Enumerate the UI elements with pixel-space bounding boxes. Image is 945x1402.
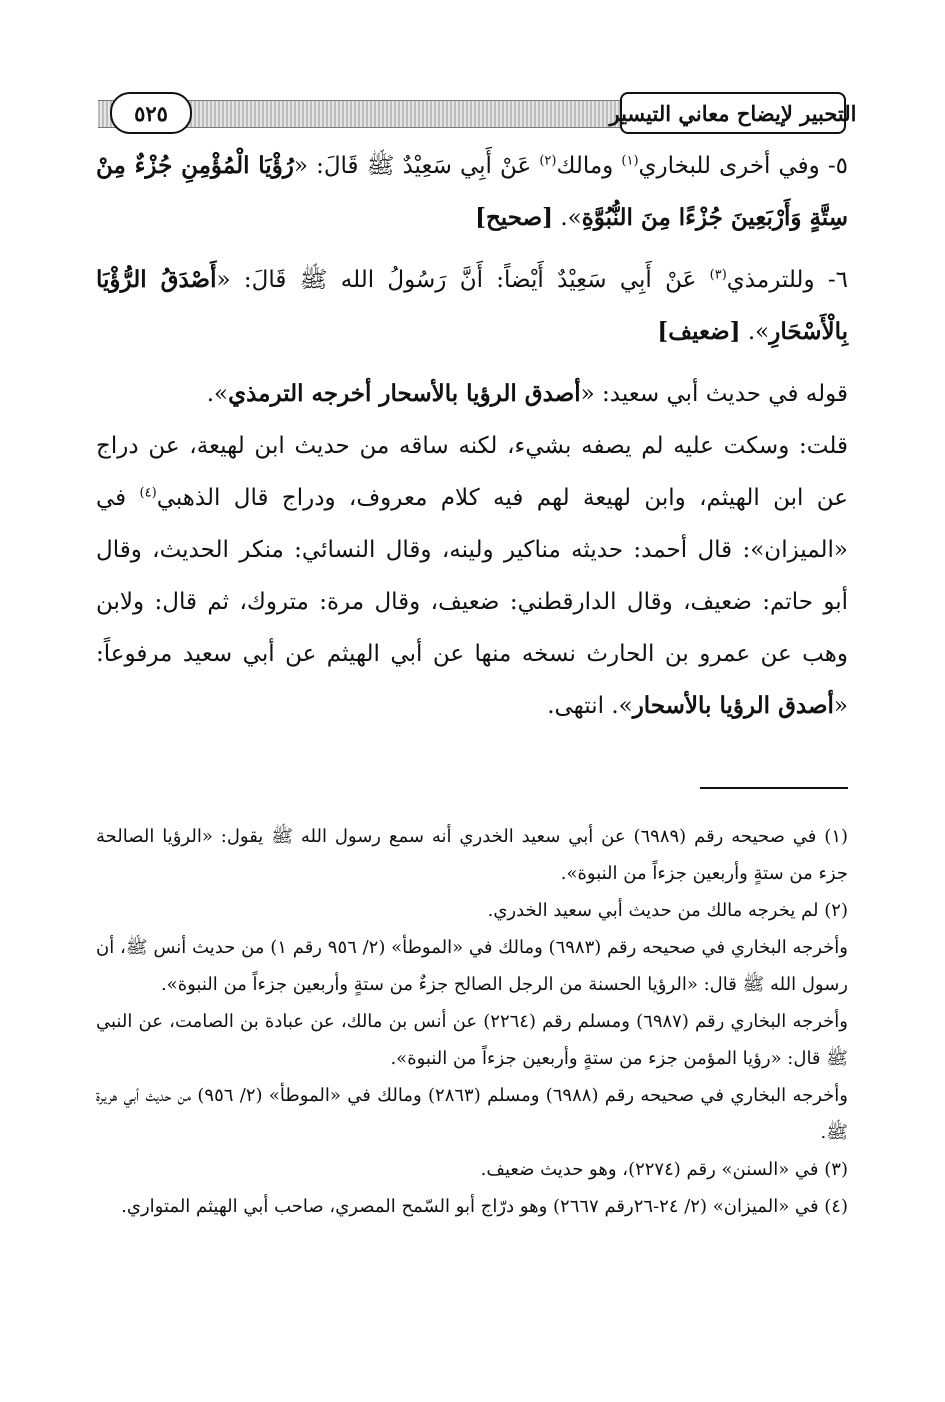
footnote-item: وأخرجه البخاري في صحيحه رقم (٦٩٨٣) ومالك في «الموطأ» (٢/ ٩٥٦ رقم ١) من حديث أنس ﷺ، أن رسول الله ﷺ قال: «الرؤيا الحسنة من الرجل الصالح جزءٌ من ستةٍ وأربعين جزءاً من النبوة». <box>96 937 849 995</box>
footnote-item: (٢) لم يخرجه مالك من حديث أبي سعيد الخدري. <box>487 900 848 921</box>
footnote-item: (٤) في «الميزان» (٢/ ٢٤-٢٦رقم ٢٦٦٧) وهو درّاج أبو السّمح المصري، صاحب أبي الهيثم المتواري. <box>121 1196 848 1217</box>
footnote-ref-1[interactable]: (١) <box>621 153 639 169</box>
footnote-ref-3[interactable]: (٣) <box>709 267 727 283</box>
commentary-quote <box>96 368 848 420</box>
commentary-body-bold: أصدق الرؤيا بالأسحار <box>632 692 834 719</box>
commentary-body <box>96 420 848 732</box>
hadith-5-intro: ٥- وفي أخرى للبخاري <box>638 153 848 179</box>
footnote-item: (٣) في «السنن» رقم (٢٢٧٤)، وهو حديث ضعيف. <box>480 1159 848 1180</box>
footnote-separator <box>700 787 848 789</box>
footnote-ref-4[interactable]: (٤) <box>139 485 157 501</box>
page-header <box>98 92 857 134</box>
page-number-text: ٥٢٥ <box>134 100 168 126</box>
footnote-item: وأخرجه البخاري رقم (٦٩٨٧) ومسلم رقم (٢٢٦٤) عن أنس بن مالك، عن عبادة بن الصامت، عن النبي ﷺ قال: «رؤيا المؤمن جزء من ستةٍ وأربعين جزءاً من النبوة». <box>96 1011 848 1069</box>
book-title-text: التحبير لإيضاح معاني التيسير <box>609 100 857 126</box>
hadith-6-grade: [ضعيف] <box>657 318 741 345</box>
commentary-body-a: قلت: وسكت عليه لم يصفه بشيء، لكنه ساقه من حديث ابن لهيعة، عن دراج عن ابن الهيثم، وابن لهيعة لهم فيه كلام معروف، ودراج قال الذهبي <box>96 433 848 511</box>
hadith-6-close: ». <box>740 319 770 345</box>
main-text <box>96 140 848 732</box>
commentary-quote-close: ». <box>206 381 229 407</box>
hadith-6 <box>96 254 848 358</box>
hadith-6-chain: عَنْ أَبِي سَعِيْدٌ أَيْضاً: أَنَّ رَسُولُ الله ﷺ قَالَ: « <box>216 267 710 293</box>
commentary-body-close: ». انتهى. <box>547 693 633 719</box>
hadith-5-grade: [صحيح] <box>475 204 554 231</box>
hadith-6-matn: أَصْدَقُ الرُّؤْيَا بِالْأَسْحَارِ <box>96 266 848 345</box>
commentary-quote-intro: قوله في حديث أبي سعيد: « <box>580 381 848 407</box>
page-number <box>110 92 192 134</box>
hadith-5-close: ». <box>553 205 582 231</box>
hadith-6-intro: ٦- وللترمذي <box>726 267 849 293</box>
book-title <box>609 92 857 134</box>
hadith-5-text: ومالك <box>556 153 622 179</box>
footnotes <box>96 818 848 1225</box>
commentary-quote-bold: أصدق الرؤيا بالأسحار أخرجه الترمذي <box>228 380 581 407</box>
commentary-body-b: في «الميزان»: قال أحمد: حديثه مناكير ولينه، وقال النسائي: منكر الحديث، وقال أبو حاتم: ضعيف، وقال الدارقطني: ضعيف، وقال مرة: متروك، ثم قال: ولابن وهب عن عمرو بن الحارث نسخه منها عن أبي الهيثم عن أبي سعيد مرفوعاً: « <box>96 485 848 719</box>
hadith-5-chain: عَنْ أَبِي سَعِيْدٌ ﷺ قَالَ: « <box>293 153 540 179</box>
hadith-5 <box>96 140 848 244</box>
footnote-ref-2[interactable]: (٢) <box>539 153 557 169</box>
hadith-5-matn: رُؤْيَا الْمُؤْمِنِ جُزْءٌ مِنْ سِتَّةٍ وَأَرْبَعِينَ جُزْءًا مِنَ النُّبُوَّةِ <box>96 152 848 231</box>
footnote-item: (١) في صحيحه رقم (٦٩٨٩) عن أبي سعيد الخدري أنه سمع رسول الله ﷺ يقول: «الرؤيا الصالحة جزء من ستةٍ وأربعين جزءاً من النبوة». <box>96 826 849 884</box>
footnote-item: وأخرجه البخاري في صحيحه رقم (٦٩٨٨) ومسلم (٢٨٦٣) ومالك في «الموطأ» (٢/ ٩٥٦) من حديث أبي هريرة ﷺ. <box>96 1085 848 1143</box>
